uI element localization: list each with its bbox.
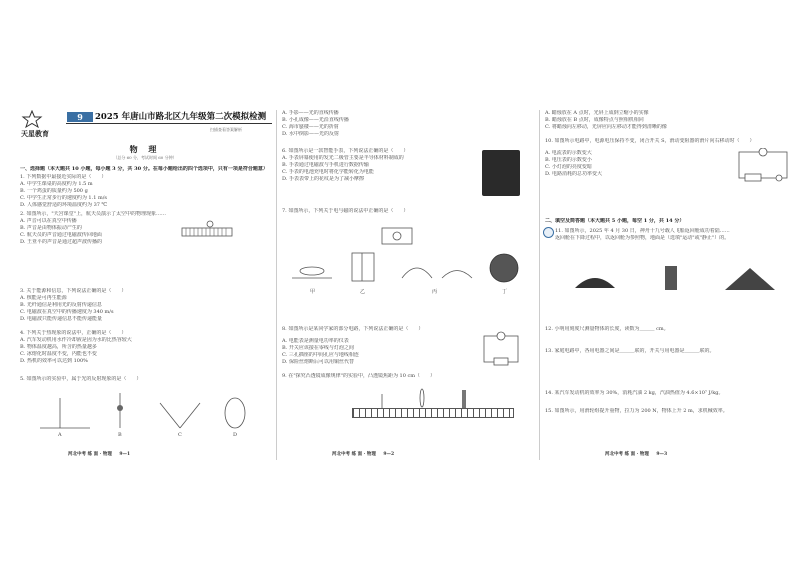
brand-name: 天星教育 xyxy=(21,130,49,138)
exam-sheet xyxy=(0,108,800,462)
option-line: D. 电路消耗的总功率变大 xyxy=(545,171,603,177)
option-line: C. 小灯泡的亮度变暗 xyxy=(545,164,592,170)
option-line: C. 手表的电池充电时将化学能转化为电能 xyxy=(282,169,374,175)
figure-label: 丁 xyxy=(502,289,508,295)
column-divider xyxy=(276,110,277,460)
star-logo-icon xyxy=(20,110,60,138)
page-number: 9—3 xyxy=(656,452,668,457)
figure-label: A xyxy=(58,432,62,438)
option-line: D. 人体感觉舒适的环境温度约为 37 ℃ xyxy=(20,202,108,208)
footer-left xyxy=(68,451,130,457)
option-line: D. 水中倒影——光的反射 xyxy=(282,131,340,137)
question-line: 8. 如图所示是某同学家的部分电路，下列说法正确的是（ ） xyxy=(282,326,424,332)
question-line: 1. 下列数据中最接近实际的是（ ） xyxy=(20,174,107,180)
option-line: A. 手影——光的直线传播 xyxy=(282,110,339,116)
question-line: 7. 如图所示，下列关于电与磁的说法中正确的是（ ） xyxy=(282,208,409,214)
option-line: C. 三孔插座的中间孔应与地线相连 xyxy=(282,352,359,358)
option-line: A. 蜡烛放在 A 点时，光屏上成倒立缩小的实像 xyxy=(545,110,649,116)
question-line: 5. 如图所示的实验中，属于光的反射现象的是（ ） xyxy=(20,376,142,382)
footer-series: 河北中考 练 面 · 物理 xyxy=(68,452,112,457)
exam-title: 2025 年唐山市路北区九年级第二次模拟检测 xyxy=(95,112,267,122)
option-line: A. 声音可以在真空中传播 xyxy=(20,218,77,224)
option-line: A. 手表屏幕使用的发光二极管主要是半导体材料制成的 xyxy=(282,155,404,161)
question-line: 2. 如图所示，"天宫课堂"上，航天员演示了太空中的物理现象…… xyxy=(20,211,166,217)
option-line: D. 热机的效率可以达到 100% xyxy=(20,358,88,364)
option-line: C. 航天员的声音通过电磁波传回地面 xyxy=(20,232,102,238)
figure-lens-setup xyxy=(362,388,502,408)
question-line: 9. 在"探究凸透镜成像规律"的实验中，凸透镜焦距为 10 cm（ ） xyxy=(282,373,436,379)
option-line: B. 开关应该接在零线与灯泡之间 xyxy=(282,345,354,351)
question-line: 13. 家庭电路中，各用电器之间是＿＿＿联的，开关与用电器是＿＿＿联的。 xyxy=(545,348,715,354)
option-line: B. 光纤通信是利用光的反射传递信息 xyxy=(20,302,102,308)
question-line: 6. 如图所示是一款智能手表，下列说法正确的是（ ） xyxy=(282,148,409,154)
option-line: C. 中学生正常步行的速度约为 1.1 m/s xyxy=(20,195,107,201)
question-line: 返回舱在下降过程中，以返回舱为参照物，地面是（选填"运动"或"静止"）的。 xyxy=(555,235,730,241)
footer-right xyxy=(605,451,667,457)
figure-row-capsule xyxy=(575,258,785,298)
footer-series: 河北中考 练 面 · 物理 xyxy=(332,452,376,457)
question-line: 4. 下列关于热现象的说法中，正确的是（ ） xyxy=(20,330,127,336)
figure-label: C xyxy=(178,432,182,438)
figure-row-optics xyxy=(30,388,260,438)
figure-circuit xyxy=(480,330,524,370)
figure-coil xyxy=(180,220,240,242)
brand-logo xyxy=(20,110,60,138)
option-line: B. 声音是由物体振动产生的 xyxy=(20,225,82,231)
option-line: A. 汽车发动机用水作冷却液是因为水的比热容较大 xyxy=(20,337,132,343)
question-line: 10. 如图所示电路中，电源电压保持不变，闭合开关 S，滑动变阻器的滑片向右移动时（ ） xyxy=(545,138,755,144)
footer-series: 河北中考 练 面 · 物理 xyxy=(605,452,649,457)
option-line: C. 将蜡烛向左移动，光屏应向左移动才能得到清晰的像 xyxy=(545,124,667,130)
column-3 xyxy=(545,108,795,462)
option-line: B. 小孔成像——光沿直线传播 xyxy=(282,117,349,123)
question-line: 3. 关于能源和信息，下列说法正确的是（ ） xyxy=(20,288,127,294)
exam-note: （总分 60 分，考试时间 60 分钟） xyxy=(113,155,177,160)
page-number: 9—2 xyxy=(383,452,395,457)
figure-label: B xyxy=(118,432,122,438)
question-marker-icon xyxy=(543,227,554,238)
option-line: B. 手表通过电磁波与手机进行数据传输 xyxy=(282,162,369,168)
option-line: A. 核能是可再生能源 xyxy=(20,295,67,301)
question-line: 12. 小明用刻度尺测量物体的长度，读数为＿＿＿ cm。 xyxy=(545,326,669,332)
section-heading: 二、填空及简答题（本大题共 5 小题，每空 1 分，共 14 分） xyxy=(545,218,685,224)
question-line: 14. 某汽车发动机的效率为 30%，消耗汽油 2 kg，汽油热值为 4.6×10⁷ J/kg。 xyxy=(545,390,724,396)
paper-number-badge: 9 xyxy=(67,112,93,122)
option-line: D. 电磁波只能传递信息不能传递能量 xyxy=(20,316,103,322)
option-line: C. 海市蜃楼——光的折射 xyxy=(282,124,339,130)
option-line: B. 一个鸡蛋的质量约为 500 g xyxy=(20,188,88,194)
option-line: D. 保险丝熔断后可以用铜丝代替 xyxy=(282,359,355,365)
figure-label: 丙 xyxy=(432,289,438,295)
section-heading: 一、选择题（本大题共 10 小题，每小题 3 分，共 30 分。在每小题给出的四个选项中，只有一项是符合题意） xyxy=(20,166,268,172)
subject-title: 物 理 xyxy=(129,144,161,154)
option-line: D. 手表表带上的花纹是为了减小摩擦 xyxy=(282,176,365,182)
figure-circuit-q10 xyxy=(735,148,793,184)
footer-middle xyxy=(332,451,394,457)
column-divider xyxy=(539,110,540,460)
title-rule xyxy=(66,123,272,124)
option-line: D. 王亚平的声音是通过超声波传播的 xyxy=(20,239,103,245)
option-line: B. 物体温度越高，所含的热量越多 xyxy=(20,344,97,350)
figure-label: 甲 xyxy=(310,289,316,295)
option-line: B. 蜡烛放在 B 点时，成像特点与照相机相同 xyxy=(545,117,644,123)
optical-bench-ruler xyxy=(352,408,514,418)
figure-photo xyxy=(482,150,520,196)
qr-hint: 扫描查看答案解析 xyxy=(210,127,242,132)
figure-label: D xyxy=(233,432,238,438)
question-line: 11. 如图所示，2025 年 4 月 30 日，神舟十九号载人飞船返回舱成功着陆…… xyxy=(555,228,730,234)
page-number: 9—1 xyxy=(119,452,131,457)
question-line: 15. 如图所示，用滑轮组提升重物，拉力为 200 N，物体上升 2 m，求机械效率。 xyxy=(545,408,728,414)
option-line: A. 电流表的示数变大 xyxy=(545,150,592,156)
figure-row-electromagnetism xyxy=(282,223,532,298)
option-line: A. 中学生课桌的高度约为 1.5 m xyxy=(20,181,93,187)
option-line: C. 冰熔化时温度不变，内能也不变 xyxy=(20,351,97,357)
option-line: B. 电压表的示数变小 xyxy=(545,157,592,163)
column-2 xyxy=(282,108,532,462)
option-line: C. 电磁波在真空中的传播速度为 340 m/s xyxy=(20,309,114,315)
figure-label: 乙 xyxy=(360,289,366,295)
option-line: A. 电能表是测量电功率的仪表 xyxy=(282,338,349,344)
column-1 xyxy=(20,108,270,462)
